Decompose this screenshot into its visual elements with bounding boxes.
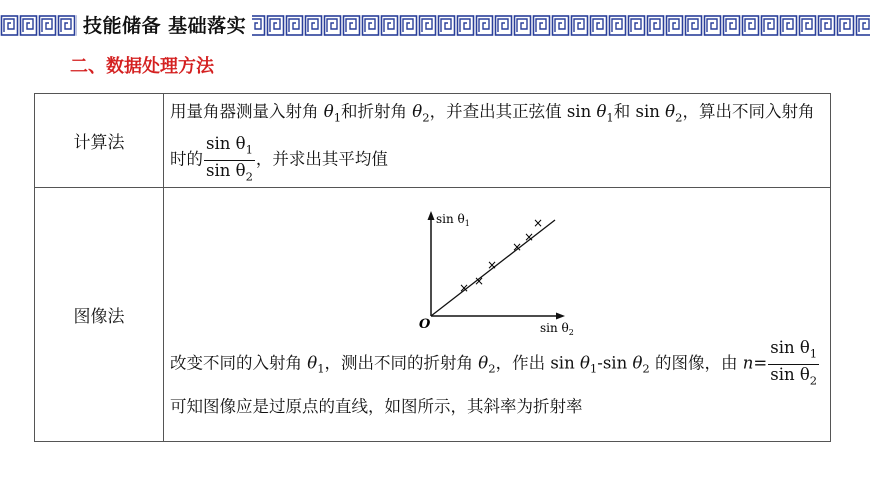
data-point: × [532, 216, 544, 231]
y-axis-label: $\sin \theta_1$ [436, 212, 470, 229]
subscript: 1 [606, 110, 614, 125]
table-row-graph [35, 188, 831, 442]
ratio-fraction [204, 134, 255, 186]
text: -sin [597, 353, 633, 373]
subscript: 2 [642, 361, 650, 376]
data-point: × [486, 258, 498, 273]
section-title: 二、数据处理方法 [70, 56, 214, 77]
sin-graph-diagram [404, 210, 594, 338]
text: 改变不同的入射角 [170, 353, 308, 373]
header-title: 技能储备 基础落实 [77, 12, 252, 40]
method-table [34, 93, 831, 442]
data-point: × [523, 230, 535, 245]
method-label: 计算法 [35, 94, 164, 188]
fraction-numerator: $\sin \theta_1$ [768, 338, 819, 364]
fraction-denominator: $\sin \theta_2$ [206, 160, 253, 183]
ratio-fraction [768, 338, 819, 390]
method-label: 图像法 [35, 188, 164, 442]
subscript: 1 [589, 361, 598, 376]
text: 的图像，由 [649, 353, 743, 373]
data-point: × [458, 281, 470, 296]
symbol: θ [632, 353, 643, 373]
subscript: 2 [422, 110, 430, 125]
graph-method-text [170, 338, 824, 423]
text: ，并查出其正弦值 sin [429, 102, 597, 122]
text: ，并求出其平均值 [255, 149, 388, 169]
subscript: 2 [675, 110, 683, 125]
origin-label: O [419, 317, 431, 333]
text: 和 sin [613, 102, 666, 122]
text: 和折射角 [341, 102, 413, 122]
symbol: θ [307, 353, 318, 373]
x-axis-arrow [556, 313, 565, 320]
text: ，测出不同的折射角 [324, 353, 479, 373]
subscript: 1 [333, 110, 342, 125]
symbol: θ [323, 102, 334, 122]
symbol: n [742, 353, 754, 373]
text: 用量角器测量入射角 [170, 102, 324, 122]
method-description [164, 188, 831, 442]
data-point: × [511, 240, 523, 255]
method-description [164, 94, 831, 188]
text: ，作出 sin [495, 353, 580, 373]
symbol: θ [579, 353, 590, 373]
symbol: θ [596, 102, 607, 122]
y-axis-arrow [428, 211, 435, 220]
text: ，算出不同入射角时的 [170, 102, 815, 169]
symbol: θ [412, 102, 423, 122]
x-axis-label: $\sin \theta_2$ [540, 321, 574, 338]
symbol: θ [665, 102, 676, 122]
text: 可知图像应是过原点的直线，如图所示，其斜率为折射率 [170, 396, 583, 416]
text: = [753, 353, 768, 373]
subscript: 1 [317, 361, 325, 376]
fraction-numerator: $\sin \theta_1$ [204, 134, 255, 160]
table-row-calculation [35, 94, 831, 188]
data-point: × [473, 274, 485, 289]
subscript: 2 [488, 361, 496, 376]
fraction-denominator: $\sin \theta_2$ [770, 364, 818, 387]
symbol: θ [478, 353, 489, 373]
